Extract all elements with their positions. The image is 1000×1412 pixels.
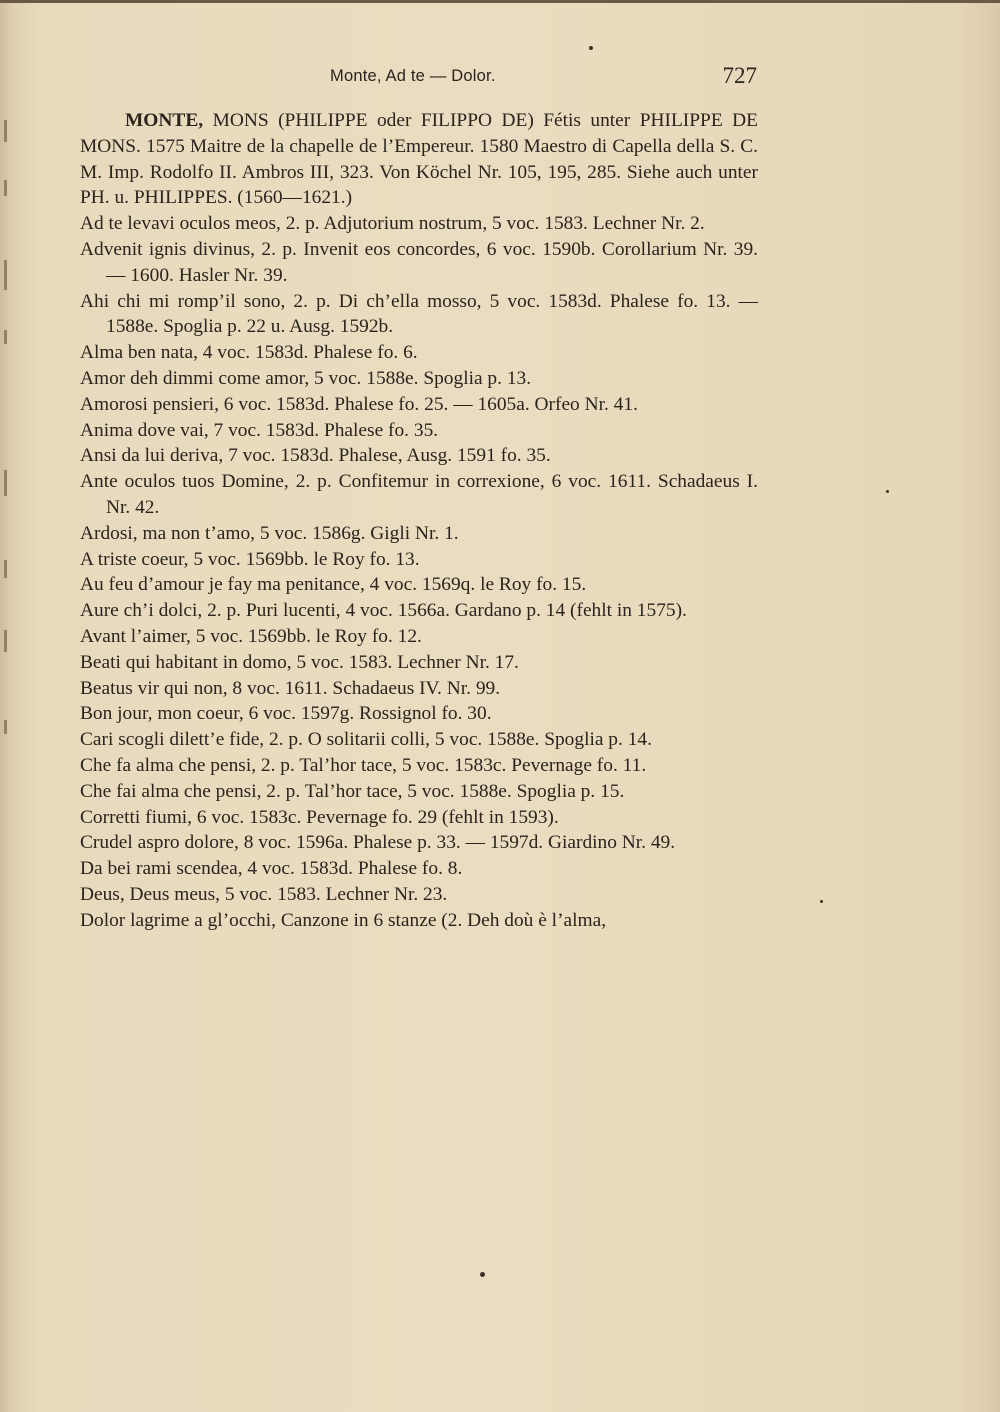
binding-mark	[4, 630, 7, 652]
catalog-entry: Alma ben nata, 4 voc. 1583d. Phalese fo. 6.	[80, 342, 418, 364]
binding-mark	[4, 260, 7, 290]
catalog-body	[80, 108, 758, 934]
catalog-entry: Beati qui habitant in domo, 5 voc. 1583. Lechner Nr. 17.	[80, 651, 519, 673]
catalog-entry-composer	[80, 108, 758, 211]
page-number: 727	[722, 63, 757, 88]
catalog-entry: Deus, Deus meus, 5 voc. 1583. Lechner Nr. 23.	[80, 883, 448, 905]
page-header	[330, 63, 760, 93]
catalog-entry: Ansi da lui deriva, 7 voc. 1583d. Phalese, Ausg. 1591 fo. 35.	[80, 445, 551, 467]
binding-mark	[4, 470, 7, 496]
catalog-entry: Corretti fiumi, 6 voc. 1583c. Pevernage fo. 29 (fehlt in 1593).	[80, 806, 559, 828]
paper-speck	[480, 1272, 485, 1277]
catalog-entry: Dolor lagrime a gl’occhi, Canzone in 6 stanze (2. Deh doù è l’alma,	[80, 909, 607, 931]
catalog-entry: Advenit ignis divinus, 2. p. Invenit eos concordes, 6 voc. 1590b. Corollarium Nr. 39. — 1600. Hasler Nr. 39.	[80, 238, 758, 286]
catalog-entry: Ahi chi mi romp’il sono, 2. p. Di ch’ella mosso, 5 voc. 1583d. Phalese fo. 13. — 1588e. Spoglia p. 22 u. Ausg. 1592b.	[80, 290, 758, 338]
composer-alias: MONS	[212, 110, 269, 131]
running-title: Monte, Ad te — Dolor.	[330, 67, 496, 85]
catalog-entry: Au feu d’amour je fay ma penitance, 4 voc. 1569q. le Roy fo. 15.	[80, 574, 587, 596]
catalog-entry: A triste coeur, 5 voc. 1569bb. le Roy fo. 13.	[80, 548, 420, 570]
catalog-entry: Cari scogli dilett’e fide, 2. p. O solitarii colli, 5 voc. 1588e. Spoglia p. 14.	[80, 729, 652, 751]
catalog-entry: Beatus vir qui non, 8 voc. 1611. Schadaeus IV. Nr. 99.	[80, 677, 501, 699]
catalog-entry: Crudel aspro dolore, 8 voc. 1596a. Phalese p. 33. — 1597d. Giardino Nr. 49.	[80, 832, 676, 854]
catalog-entry: Ad te levavi oculos meos, 2. p. Adjutorium nostrum, 5 voc. 1583. Lechner Nr. 2.	[80, 213, 705, 235]
binding-mark	[4, 120, 7, 142]
composer-name: MONTE,	[125, 110, 204, 131]
catalog-entry: Amorosi pensieri, 6 voc. 1583d. Phalese fo. 25. — 1605a. Orfeo Nr. 41.	[80, 393, 638, 415]
binding-mark	[4, 330, 7, 344]
catalog-entry: Aure ch’i dolci, 2. p. Puri lucenti, 4 voc. 1566a. Gardano p. 14 (fehlt in 1575).	[80, 600, 687, 622]
paper-speck	[886, 490, 889, 493]
catalog-entry: Avant l’aimer, 5 voc. 1569bb. le Roy fo. 12.	[80, 625, 422, 647]
paper-speck	[820, 900, 823, 903]
catalog-entry: Ardosi, ma non t’amo, 5 voc. 1586g. Gigli Nr. 1.	[80, 522, 459, 544]
catalog-entry: Che fai alma che pensi, 2. p. Tal’hor tace, 5 voc. 1588e. Spoglia p. 15.	[80, 780, 625, 802]
catalog-entry: Da bei rami scendea, 4 voc. 1583d. Phalese fo. 8.	[80, 858, 463, 880]
catalog-entry: Bon jour, mon coeur, 6 voc. 1597g. Rossignol fo. 30.	[80, 703, 492, 725]
binding-mark	[4, 180, 7, 196]
catalog-entry: Amor deh dimmi come amor, 5 voc. 1588e. Spoglia p. 13.	[80, 367, 532, 389]
binding-mark	[4, 560, 7, 578]
binding-mark	[4, 720, 7, 734]
composer-details: (PHILIPPE oder FILIPPO DE) Fétis unter PHILIPPE DE MONS. 1575 Maitre de la chapelle de l’Empereur. 1580 Maestro di Capella della S. C. M. Imp. Rodolfo II. Ambros III, 323. Von Köchel Nr. 105, 195, 285. Siehe auch unter PH. u. PHILIPPES. (1560—1621.)	[80, 110, 758, 209]
top-border	[0, 0, 1000, 3]
paper-speck	[589, 46, 593, 50]
catalog-entry: Anima dove vai, 7 voc. 1583d. Phalese fo. 35.	[80, 419, 439, 441]
catalog-entry: Ante oculos tuos Domine, 2. p. Confitemur in correxione, 6 voc. 1611. Schadaeus I. Nr. 42.	[80, 471, 758, 518]
catalog-entry: Che fa alma che pensi, 2. p. Tal’hor tace, 5 voc. 1583c. Pevernage fo. 11.	[80, 754, 647, 776]
